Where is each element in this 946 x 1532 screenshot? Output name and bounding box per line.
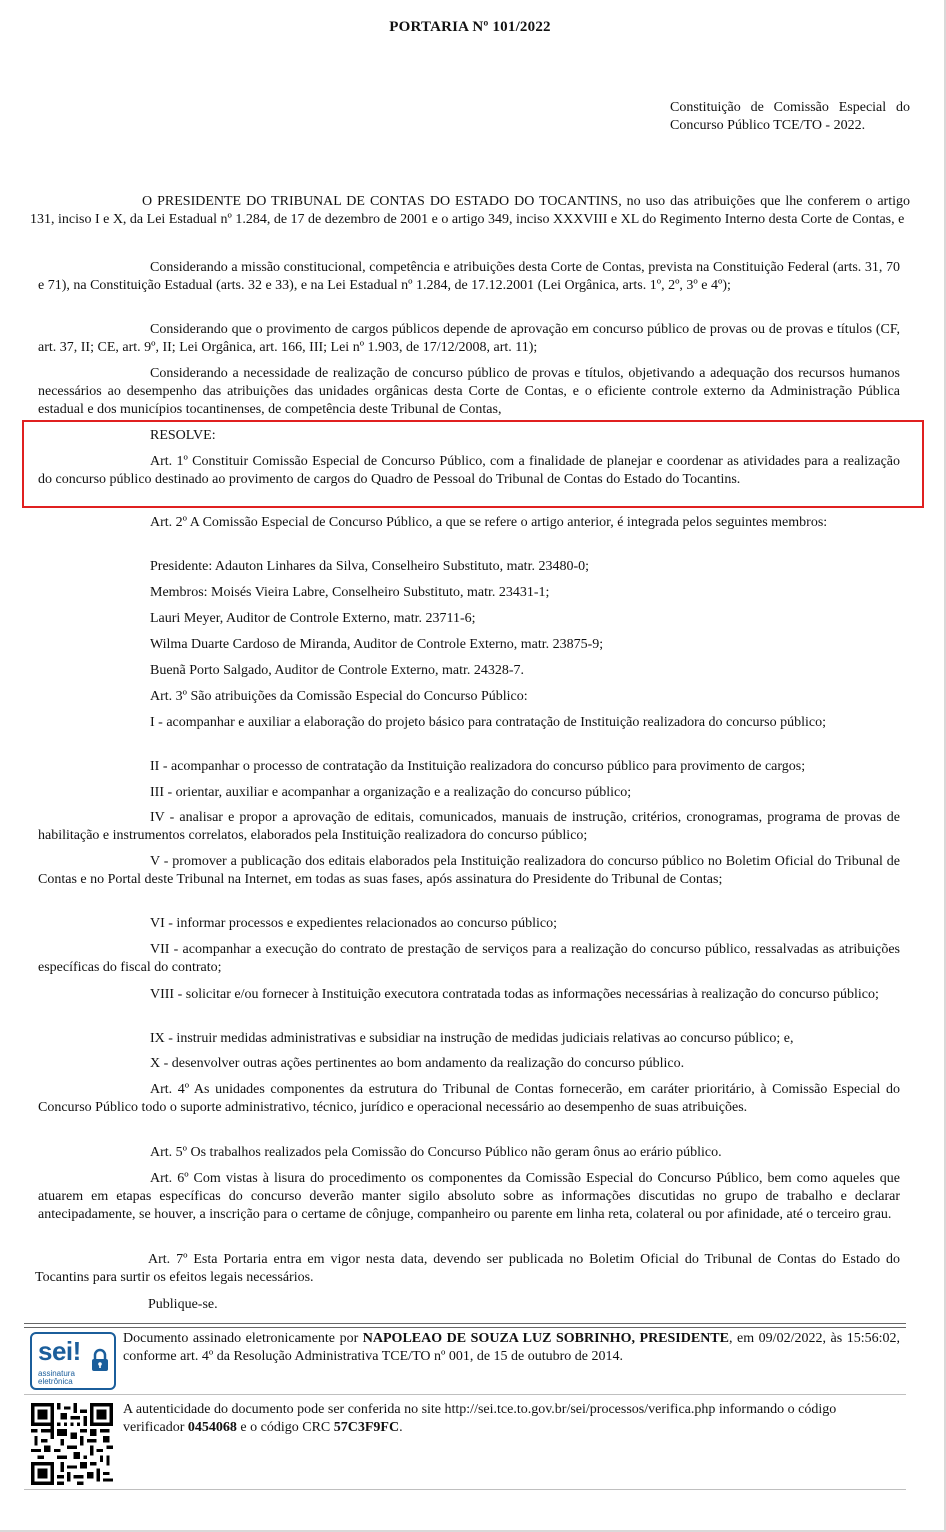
article-1: Art. 1º Constituir Comissão Especial de Concurso Público, com a finalidade de planejar e coordenar as atividades para a realização do concurso público destinado ao provimento de cargos do Quadro de Pessoal do Tribunal de Contas do Estado do Tocantins. bbox=[38, 454, 900, 487]
article-2: Art. 2º A Comissão Especial de Concurso Público, a que se refere o artigo anterior, é integrada pelos seguintes membros: bbox=[150, 515, 828, 530]
ementa: Constituição de Comissão Especial do Concurso Público TCE/TO - 2022. bbox=[670, 100, 910, 133]
article-7: Art. 7º Esta Portaria entra em vigor nesta data, devendo ser publicada no Boletim Oficial do Tribunal de Contas do Estado do Tocantins para surtir os efeitos legais necessários. bbox=[35, 1252, 900, 1285]
signer-name: NAPOLEAO DE SOUZA LUZ SOBRINHO bbox=[362, 1331, 632, 1346]
inciso-vi: VI - informar processos e expedientes relacionados ao concurso público; bbox=[150, 916, 558, 931]
article-6: Art. 6º Com vistas à lisura do procedimento os componentes da Comissão Especial do Concurso Público, bem como aqueles que atuarem em etapas específicas do concurso deverão manter sigilo absoluto sobre as informações discutidas no grupo de trabalho e declarar antecipadamente, se houver, a inscrição para o certame de cônjuge, companheiro ou parente em linha reta, colateral ou por afinidade, até o terceiro grau. bbox=[38, 1171, 900, 1222]
crc-code: 57C3F9FC bbox=[333, 1420, 400, 1435]
member-item: Lauri Meyer, Auditor de Controle Externo, matr. 23711-6; bbox=[150, 611, 476, 626]
signature-text: Documento assinado eletronicamente por NAPOLEAO DE SOUZA LUZ SOBRINHO, PRESIDENTE, em 09/02/2022, às 15:56:02, conforme art. 4º da Resolução Administrativa TCE/TO nº 001, de 15 de outubro de 2014. bbox=[123, 1331, 900, 1364]
inciso-vii: VII - acompanhar a execução do contrato de prestação de serviços para a realização do concurso público, ressalvadas as atribuições específicas do fiscal do contrato; bbox=[38, 942, 900, 975]
inciso-iii: III - orientar, auxiliar e acompanhar a organização e a realização do concurso público; bbox=[150, 785, 632, 800]
considerando-1: Considerando a missão constitucional, competência e atribuições desta Corte de Contas, prevista na Constituição Federal (arts. 31, 70 e 71), na Constituição Estadual (arts. 32 e 33), e na Lei Estadual nº 1.284, de 17.12.2001 (Lei Orgânica, arts. 1º, 2º, 3º e 4º); bbox=[38, 260, 900, 293]
member-item: Membros: Moisés Vieira Labre, Conselheiro Substituto, matr. 23431-1; bbox=[150, 585, 550, 600]
article-3: Art. 3º São atribuições da Comissão Especial do Concurso Público: bbox=[150, 689, 528, 704]
article-4: Art. 4º As unidades componentes da estrutura do Tribunal de Contas fornecerão, em caráter prioritário, à Comissão Especial do Concurso Público todo o suporte administrativo, técnico, jurídico e operacional necessário ao desempenho de suas atribuições. bbox=[38, 1082, 900, 1115]
inciso-x: X - desenvolver outras ações pertinentes ao bom andamento da realização do concurso público. bbox=[150, 1056, 685, 1071]
sei-logo-word: sei! bbox=[38, 1336, 81, 1366]
member-item: Wilma Duarte Cardoso de Miranda, Auditor de Controle Externo, matr. 23875-9; bbox=[150, 637, 604, 652]
signer-role: PRESIDENTE bbox=[639, 1331, 729, 1346]
bottom-divider bbox=[24, 1489, 906, 1490]
inciso-v: V - promover a publicação dos editais elaborados pela Instituição realizadora do concurso público no Boletim Oficial do Tribunal de Contas e no Portal deste Tribunal na Internet, em todas as suas fases, após assinatura do Presidente do Tribunal de Contas; bbox=[38, 854, 900, 887]
sei-logo bbox=[30, 1332, 116, 1390]
inciso-viii: VIII - solicitar e/ou fornecer à Instituição executora contratada todas as informações necessárias à realização do concurso público; bbox=[150, 987, 879, 1002]
inciso-iv: IV - analisar e propor a aprovação de editais, comunicados, manuais de instrução, critérios, cronogramas, programa de provas de habilitação e instrumentos correlatos, elaborados pela Instituição realizadora do concurso público; bbox=[38, 810, 900, 843]
member-item: Buenã Porto Salgado, Auditor de Controle Externo, matr. 24328-7. bbox=[150, 663, 525, 678]
considerando-2: Considerando que o provimento de cargos públicos depende de aprovação em concurso público de provas ou de provas e títulos (CF, art. 37, II; CE, art. 9º, II; Lei Orgânica, art. 166, III; Lei nº 1.903, de 17/12/2008, art. 11); bbox=[38, 322, 900, 355]
inciso-ix: IX - instruir medidas administrativas e subsidiar na instrução de medidas judiciais relativas ao concurso público; e, bbox=[150, 1031, 794, 1046]
inciso-ii: II - acompanhar o processo de contratação da Instituição realizadora do concurso público para provimento de cargos; bbox=[150, 759, 806, 774]
preamble: O PRESIDENTE DO TRIBUNAL DE CONTAS DO ESTADO DO TOCANTINS, no uso das atribuições que lhe conferem o artigo 131, inciso I e X, da Lei Estadual nº 1.284, de 17 de dezembro de 2001 e o artigo 349, inciso XXXVIII e XL do Regimento Interno desta Corte de Contas, e bbox=[30, 194, 910, 227]
signature-divider bbox=[24, 1323, 906, 1328]
member-president: Presidente: Adauton Linhares da Silva, Conselheiro Substituto, matr. 23480-0; bbox=[150, 559, 590, 574]
verification-text: A autenticidade do documento pode ser conferida no site http://sei.tce.to.gov.br/sei/processos/verifica.php informando o código verificador 0454068 e o código CRC 57C3F9FC. bbox=[123, 1402, 837, 1435]
resolve-heading: RESOLVE: bbox=[150, 428, 216, 443]
verification-code: 0454068 bbox=[187, 1420, 237, 1435]
considerando-3: Considerando a necessidade de realização de concurso público de provas e títulos, objetivando a adequação dos recursos humanos necessários ao desempenho das atribuições das unidades orgânicas desta Corte de Contas, e o eficiente controle externo da Administração Pública estadual e dos municípios tocantinenses, de competência deste Tribunal de Contas, bbox=[38, 366, 900, 417]
page-title: PORTARIA Nº 101/2022 bbox=[389, 19, 551, 35]
verification-divider bbox=[24, 1394, 906, 1395]
article-5: Art. 5º Os trabalhos realizados pela Comissão do Concurso Público não geram ônus ao erário público. bbox=[150, 1145, 722, 1160]
inciso-i: I - acompanhar e auxiliar a elaboração do projeto básico para contratação de Instituição realizadora do concurso público; bbox=[150, 715, 826, 730]
publique-se: Publique-se. bbox=[148, 1297, 218, 1312]
lock-icon bbox=[90, 1348, 110, 1372]
qr-code-icon bbox=[31, 1403, 113, 1485]
sei-logo-subtitle: assinatura eletrônica bbox=[38, 1369, 75, 1386]
